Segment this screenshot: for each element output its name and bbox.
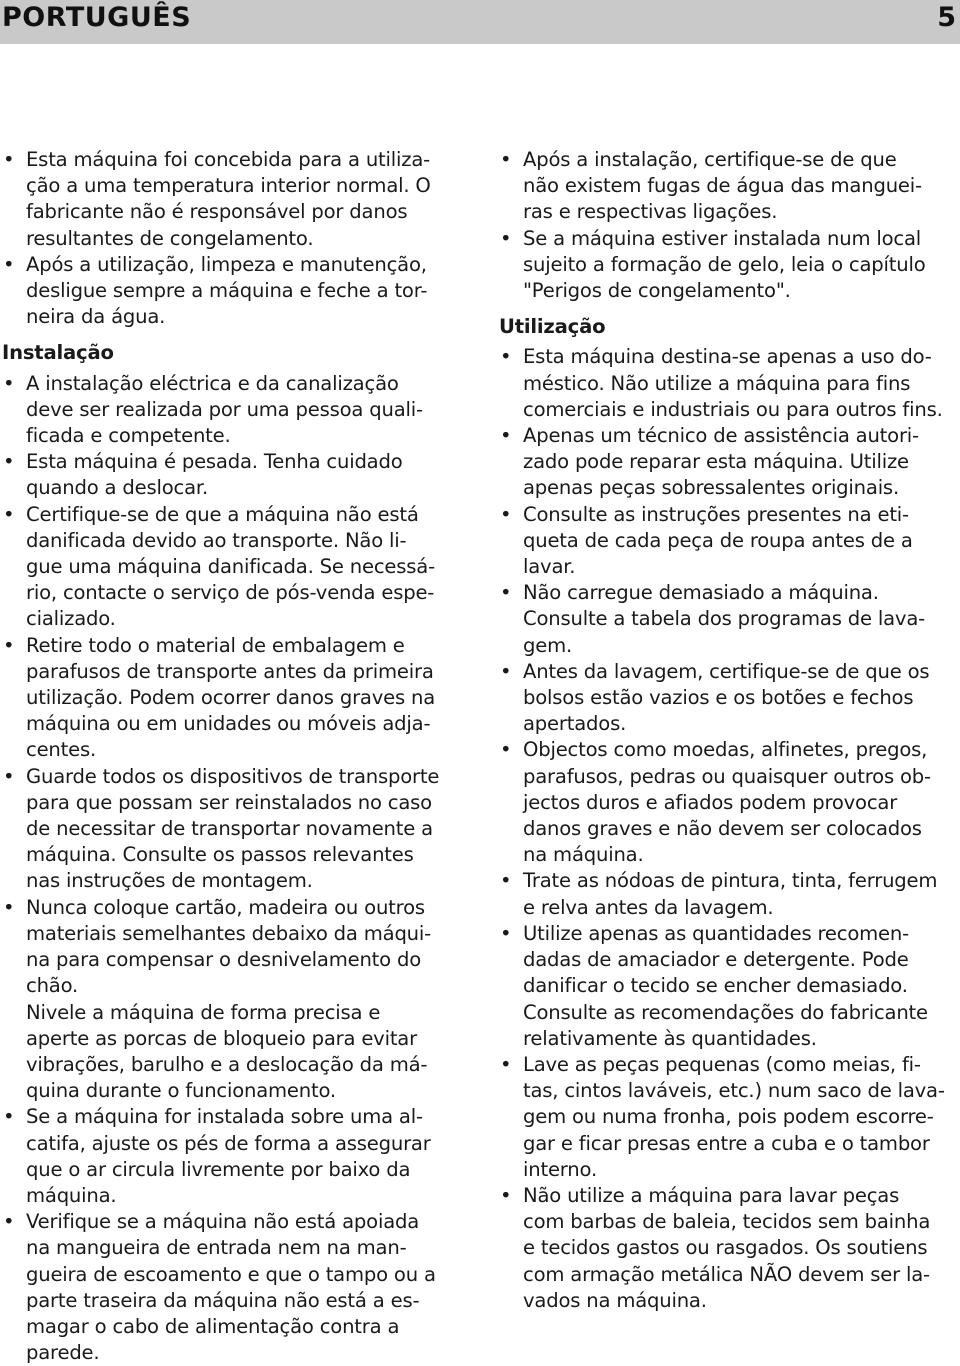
text-line: • Consulte as instruções presentes na eti- — [523, 502, 909, 526]
text-line: máquina. Consulte os passos relevantes — [26, 843, 414, 867]
text-line: "Perigos de congelamento". — [523, 279, 791, 303]
bullet-item — [497, 147, 960, 226]
text-line: fabricante não é responsável por danos — [26, 200, 408, 224]
text-line: não existem fugas de água das manguei- — [523, 174, 922, 198]
page-number: 5 — [937, 2, 956, 33]
bullet-item — [497, 423, 960, 502]
text-line: • Antes da lavagem, certifique-se de que os — [523, 659, 930, 683]
text-line: gem ou numa fronha, pois podem escorre- — [523, 1105, 934, 1129]
bullet-item — [497, 502, 960, 581]
text-line: neira da água. — [26, 305, 166, 329]
bullet-item — [0, 502, 462, 633]
text-line: na para compensar o desnivelamento do — [26, 948, 422, 972]
bullet-item — [0, 633, 462, 764]
usage-heading: Utilização — [499, 315, 606, 339]
text-line: aperte as porcas de bloqueio para evitar — [26, 1026, 417, 1050]
installation-bullet-list-2 — [0, 1104, 462, 1366]
text-line: • Se a máquina estiver instalada num local — [523, 226, 922, 250]
text-line: materiais semelhantes debaixo da máqui- — [26, 921, 432, 945]
text-line: apenas peças sobressalentes originais. — [523, 476, 899, 500]
bullet-item — [0, 449, 462, 501]
bullet-item — [497, 921, 960, 1052]
text-line: com barbas de baleia, tecidos sem bainha — [523, 1210, 931, 1234]
text-line: lavar. — [523, 555, 576, 579]
text-line: interno. — [523, 1157, 598, 1181]
text-line: chão. — [26, 974, 79, 998]
bullet-item — [0, 1209, 462, 1366]
language-title: PORTUGUÊS — [2, 2, 192, 33]
text-line: apertados. — [523, 712, 627, 736]
text-line: gem. — [523, 633, 573, 657]
text-line: tas, cintos laváveis, etc.) num saco de lava- — [523, 1079, 945, 1103]
text-line: relativamente às quantidades. — [523, 1026, 817, 1050]
text-line: • Esta máquina foi concebida para a utiliza- — [26, 148, 431, 171]
bullet-item — [0, 147, 462, 252]
text-line: méstico. Não utilize a máquina para fins — [523, 371, 911, 395]
installation-heading: Instalação — [2, 341, 114, 365]
text-line: gar e ficar presas entre a cuba e o tambor — [523, 1131, 930, 1155]
text-line: deve ser realizada por uma pessoa quali- — [26, 397, 423, 421]
bullet-item — [0, 371, 462, 450]
bullet-item — [497, 868, 960, 920]
text-line: sujeito a formação de gelo, leia o capítulo — [523, 252, 926, 276]
text-line: Nivele a máquina de forma precisa e — [26, 1000, 381, 1024]
bullet-item — [0, 764, 462, 895]
installation-bullet-list — [0, 371, 462, 1000]
text-line: na máquina. — [523, 843, 644, 867]
text-line: parede. — [26, 1341, 100, 1365]
text-line: gueira de escoamento e que o tampo ou a — [26, 1262, 436, 1286]
text-line: • Não carregue demasiado a máquina. — [523, 581, 879, 605]
text-line: • Se a máquina for instalada sobre uma al- — [26, 1105, 423, 1129]
bullet-item — [497, 659, 960, 738]
text-line: magar o cabo de alimentação contra a — [26, 1314, 400, 1338]
text-line: danos graves e não devem ser colocados — [523, 817, 922, 841]
text-line: Consulte as recomendações do fabricante — [523, 1000, 928, 1024]
text-line: • Esta máquina destina-se apenas a uso do- — [523, 345, 932, 369]
text-line: resultantes de congelamento. — [26, 226, 314, 250]
text-line: • Certifique-se de que a máquina não está — [26, 502, 419, 526]
text-line: queta de cada peça de roupa antes de a — [523, 528, 913, 552]
text-line: de necessitar de transportar novamente a — [26, 817, 433, 841]
text-line: máquina. — [26, 1183, 117, 1207]
text-line: e relva antes da lavagem. — [523, 895, 774, 919]
text-line: centes. — [26, 738, 97, 762]
text-line: parte traseira da máquina não está a es- — [26, 1288, 420, 1312]
post-installation-bullet-list — [497, 147, 960, 304]
bullet-item — [497, 344, 960, 423]
text-line: • Objectos como moedas, alfinetes, pregos, — [523, 738, 928, 762]
text-line: danificada devido ao transporte. Não li- — [26, 528, 407, 552]
text-line: • Após a instalação, certifique-se de que — [523, 148, 897, 171]
text-line: vados na máquina. — [523, 1288, 707, 1312]
text-line: • Utilize apenas as quantidades recomen- — [523, 921, 909, 945]
text-line: danificar o tecido se encher demasiado. — [523, 974, 908, 998]
right-column — [497, 147, 960, 1314]
text-line: rio, contacte o serviço de pós-venda espe- — [26, 581, 435, 605]
left-column — [0, 147, 462, 1366]
text-line: para que possam ser reinstalados no caso — [26, 790, 432, 814]
text-line: • Retire todo o material de embalagem e — [26, 633, 405, 657]
text-line: • Lave as peças pequenas (como meias, fi- — [523, 1052, 921, 1076]
intro-bullet-list — [0, 147, 462, 330]
text-line: quando a deslocar. — [26, 476, 208, 500]
text-line: • Guarde todos os dispositivos de transporte — [26, 764, 440, 788]
text-line: utilização. Podem ocorrer danos graves na — [26, 686, 436, 710]
text-line: • Esta máquina é pesada. Tenha cuidado — [26, 450, 403, 474]
text-line: • A instalação eléctrica e da canalização — [26, 371, 399, 395]
text-line: catifa, ajuste os pés de forma a assegurar — [26, 1131, 431, 1155]
text-line: quina durante o funcionamento. — [26, 1079, 336, 1103]
text-line: • Trate as nódoas de pintura, tinta, ferrugem — [523, 869, 938, 893]
text-line: gue uma máquina danificada. Se necessá- — [26, 555, 435, 579]
bullet-item — [0, 895, 462, 1000]
text-line: • Apenas um técnico de assistência autori- — [523, 424, 919, 448]
text-line: parafusos, pedras ou quaisquer outros ob- — [523, 764, 931, 788]
bullet-item — [497, 226, 960, 305]
text-line: com armação metálica NÃO devem ser la- — [523, 1262, 930, 1286]
bullet-item — [0, 252, 462, 331]
leveling-paragraph — [0, 1000, 462, 1105]
text-line: dadas de amaciador e detergente. Pode — [523, 948, 909, 972]
page-header — [0, 0, 960, 44]
usage-bullet-list — [497, 344, 960, 1314]
bullet-item — [497, 737, 960, 868]
text-line: comerciais e industriais ou para outros fins. — [523, 397, 943, 421]
text-line: ras e respectivas ligações. — [523, 200, 778, 224]
text-line: jectos duros e afiados podem provocar — [523, 790, 898, 814]
text-line: bolsos estão vazios e os botões e fechos — [523, 686, 914, 710]
text-line: cializado. — [26, 607, 116, 631]
text-line: máquina ou em unidades ou móveis adja- — [26, 712, 431, 736]
text-line: desligue sempre a máquina e feche a tor- — [26, 279, 428, 303]
text-line: Consulte a tabela dos programas de lava- — [523, 607, 926, 631]
text-line: • Verifique se a máquina não está apoiada — [26, 1210, 420, 1234]
text-line: que o ar circula livremente por baixo da — [26, 1157, 411, 1181]
text-line: e tecidos gastos ou rasgados. Os soutiens — [523, 1236, 928, 1260]
text-line: ção a uma temperatura interior normal. O — [26, 174, 431, 198]
text-line: vibrações, barulho e a deslocação da má- — [26, 1052, 428, 1076]
bullet-item — [497, 580, 960, 659]
text-line: • Após a utilização, limpeza e manutenção, — [26, 252, 427, 276]
text-line: zado pode reparar esta máquina. Utilize — [523, 450, 909, 474]
bullet-item — [0, 1104, 462, 1209]
text-line: na mangueira de entrada nem na man- — [26, 1236, 407, 1260]
bullet-item — [497, 1052, 960, 1183]
text-line: • Nunca coloque cartão, madeira ou outros — [26, 895, 425, 919]
text-line: ficada e competente. — [26, 424, 231, 448]
text-line: • Não utilize a máquina para lavar peças — [523, 1183, 900, 1207]
text-line: parafusos de transporte antes da primeira — [26, 659, 434, 683]
text-line: nas instruções de montagem. — [26, 869, 313, 893]
bullet-item — [497, 1183, 960, 1314]
